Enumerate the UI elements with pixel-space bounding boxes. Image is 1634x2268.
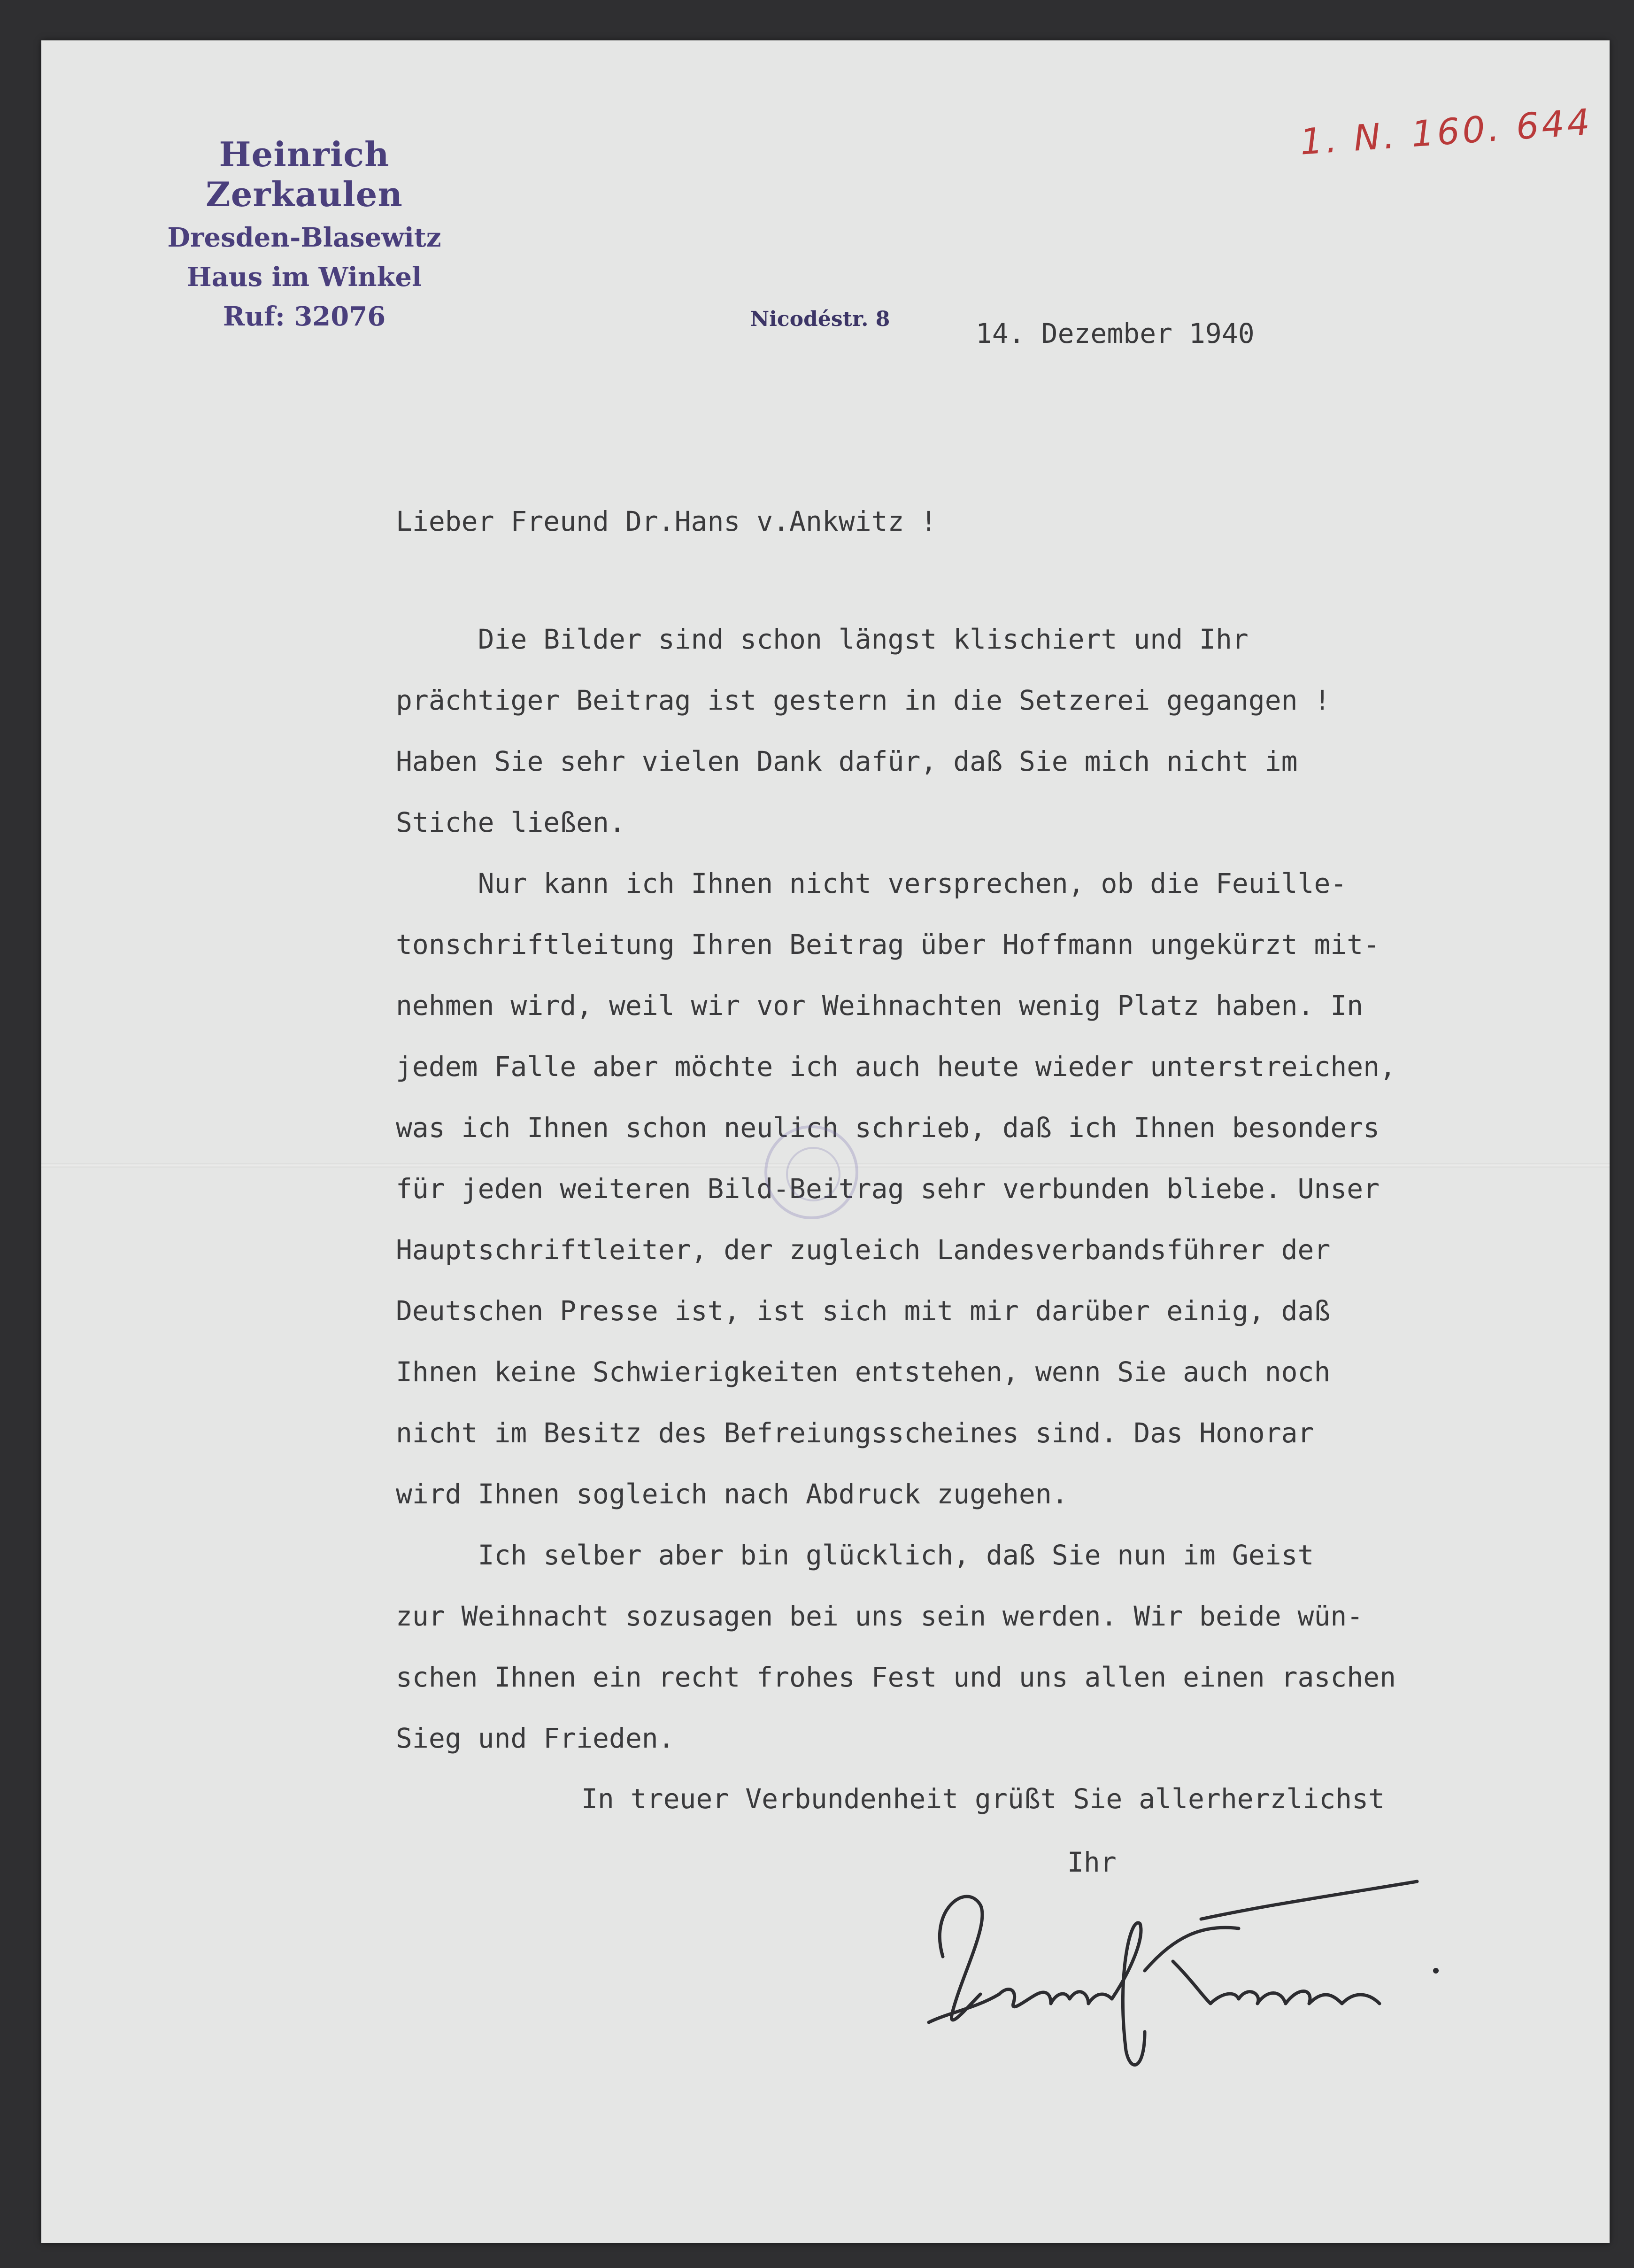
letterhead-house: Haus im Winkel (186, 262, 422, 293)
letterhead (140, 134, 469, 336)
body-line: Hauptschriftleiter, der zugleich Landesverbandsführer der (396, 1234, 1331, 1266)
body-line: Nur kann ich Ihnen nicht versprechen, ob die Feuille- (396, 867, 1347, 899)
body-line: Ihnen keine Schwierigkeiten entstehen, wenn Sie auch noch (396, 1356, 1331, 1388)
body-line: nicht im Besitz des Befreiungsscheines sind. Das Honorar (396, 1417, 1314, 1449)
archive-number: 1. N. 160. 644 (1298, 101, 1594, 163)
body-line: prächtiger Beitrag ist gestern in die Setzerei gegangen ! (396, 684, 1331, 716)
body-line: nehmen wird, weil wir vor Weihnachten wenig Platz haben. In (396, 990, 1364, 1022)
archive-stamp (764, 1125, 858, 1219)
body-line: Die Bilder sind schon längst klischiert und Ihr (396, 623, 1249, 655)
body-line: tonschriftleitung Ihren Beitrag über Hoffmann ungekürzt mit- (396, 929, 1380, 960)
closing-ihr: Ihr (1067, 1846, 1117, 1878)
body-line: Haben Sie sehr vielen Dank dafür, daß Sie mich nicht im (396, 745, 1298, 777)
body-line: jedem Falle aber möchte ich auch heute wieder unterstreichen, (396, 1051, 1396, 1083)
body-line: Stiche ließen. (396, 806, 625, 838)
letterhead-city: Dresden-Blasewitz (167, 222, 441, 253)
body-line: Sieg und Frieden. (396, 1722, 675, 1754)
letterhead-name: Heinrich Zerkaulen (206, 134, 403, 214)
body-line: zur Weihnacht sozusagen bei uns sein werden. Wir beide wün- (396, 1600, 1364, 1632)
closing-line: In treuer Verbundenheit grüßt Sie allerherzlichst (581, 1783, 1385, 1815)
body-line: Deutschen Presse ist, ist sich mit mir darüber einig, daß (396, 1295, 1331, 1327)
letterhead-phone: Ruf: 32076 (223, 301, 386, 332)
body-line: schen Ihnen ein recht frohes Fest und uns allen einen raschen (396, 1661, 1396, 1693)
handwritten-signature (910, 1853, 1473, 2098)
body-line: wird Ihnen sogleich nach Abdruck zugehen. (396, 1478, 1068, 1510)
body-line: für jeden weiteren Bild-Beitrag sehr verbunden bliebe. Unser (396, 1173, 1380, 1205)
letter-date: 14. Dezember 1940 (976, 317, 1255, 349)
salutation: Lieber Freund Dr.Hans v.Ankwitz ! (396, 505, 937, 537)
street-address: Nicodéstr. 8 (750, 307, 890, 331)
letter-body (396, 609, 1396, 1769)
letter-sheet (41, 40, 1610, 2243)
body-line: was ich Ihnen schon neulich schrieb, daß ich Ihnen besonders (396, 1112, 1380, 1144)
body-line: Ich selber aber bin glücklich, daß Sie nun im Geist (396, 1539, 1314, 1571)
